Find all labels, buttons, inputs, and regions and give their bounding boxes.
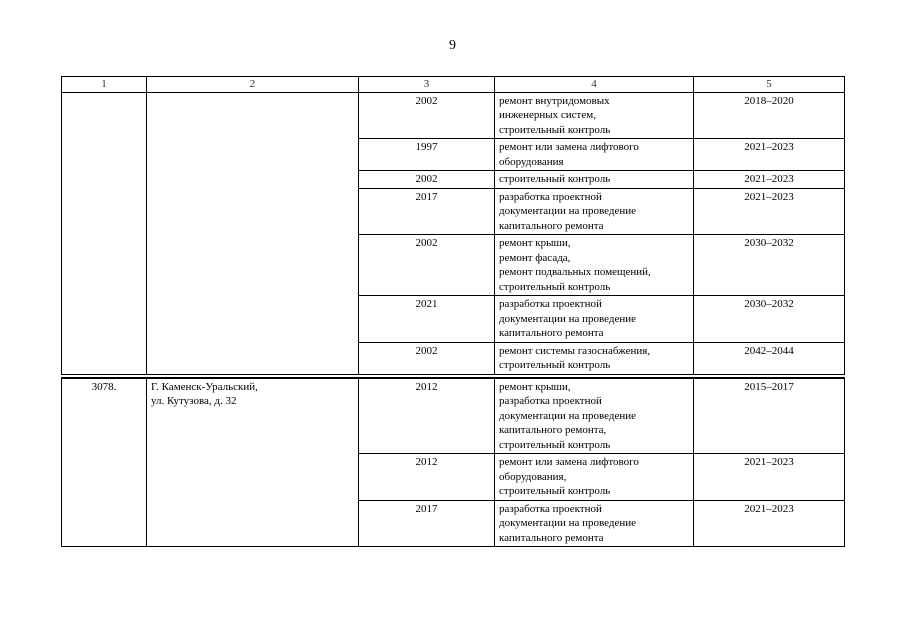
object-number	[62, 92, 147, 374]
work-type-cell: ремонт системы газоснабжения, строительный контроль	[495, 342, 694, 374]
work-type-cell: ремонт или замена лифтового оборудования, строительный контроль	[495, 454, 694, 501]
work-type-cell: ремонт крыши, ремонт фасада, ремонт подвальных помещений, строительный контроль	[495, 235, 694, 296]
work-type-cell: ремонт или замена лифтового оборудования	[495, 139, 694, 171]
table-row	[62, 92, 845, 139]
build-year-cell: 2012	[359, 454, 495, 501]
work-type-cell: разработка проектной документации на проведение капитального ремонта	[495, 296, 694, 343]
build-year-cell: 2002	[359, 92, 495, 139]
page-number: 9	[449, 38, 456, 53]
object-address	[147, 92, 359, 374]
work-type-cell: ремонт крыши, разработка проектной документации на проведение капитального ремонта, строительный контроль	[495, 378, 694, 454]
repair-schedule-table	[61, 76, 845, 547]
repair-period-cell: 2021–2023	[694, 188, 845, 235]
build-year-cell: 2002	[359, 235, 495, 296]
build-year-cell: 2002	[359, 342, 495, 374]
work-type-cell: строительный контроль	[495, 171, 694, 189]
column-number-row	[62, 77, 845, 93]
repair-period-cell: 2021–2023	[694, 500, 845, 547]
work-type-cell: ремонт внутридомовых инженерных систем, строительный контроль	[495, 92, 694, 139]
table-row	[62, 378, 845, 454]
column-number-1: 1	[62, 77, 147, 93]
repair-period-cell: 2021–2023	[694, 139, 845, 171]
object-address: Г. Каменск-Уральский, ул. Кутузова, д. 32	[147, 378, 359, 547]
repair-period-cell: 2021–2023	[694, 171, 845, 189]
work-type-cell: разработка проектной документации на проведение капитального ремонта	[495, 188, 694, 235]
repair-period-cell: 2030–2032	[694, 235, 845, 296]
build-year-cell: 2021	[359, 296, 495, 343]
object-number: 3078.	[62, 378, 147, 547]
repair-period-cell: 2015–2017	[694, 378, 845, 454]
build-year-cell: 1997	[359, 139, 495, 171]
column-number-4: 4	[495, 77, 694, 93]
build-year-cell: 2012	[359, 378, 495, 454]
build-year-cell: 2002	[359, 171, 495, 189]
repair-period-cell: 2021–2023	[694, 454, 845, 501]
work-type-cell: разработка проектной документации на проведение капитального ремонта	[495, 500, 694, 547]
repair-period-cell: 2018–2020	[694, 92, 845, 139]
column-number-5: 5	[694, 77, 845, 93]
build-year-cell: 2017	[359, 500, 495, 547]
repair-period-cell: 2042–2044	[694, 342, 845, 374]
build-year-cell: 2017	[359, 188, 495, 235]
column-number-3: 3	[359, 77, 495, 93]
column-number-2: 2	[147, 77, 359, 93]
repair-period-cell: 2030–2032	[694, 296, 845, 343]
